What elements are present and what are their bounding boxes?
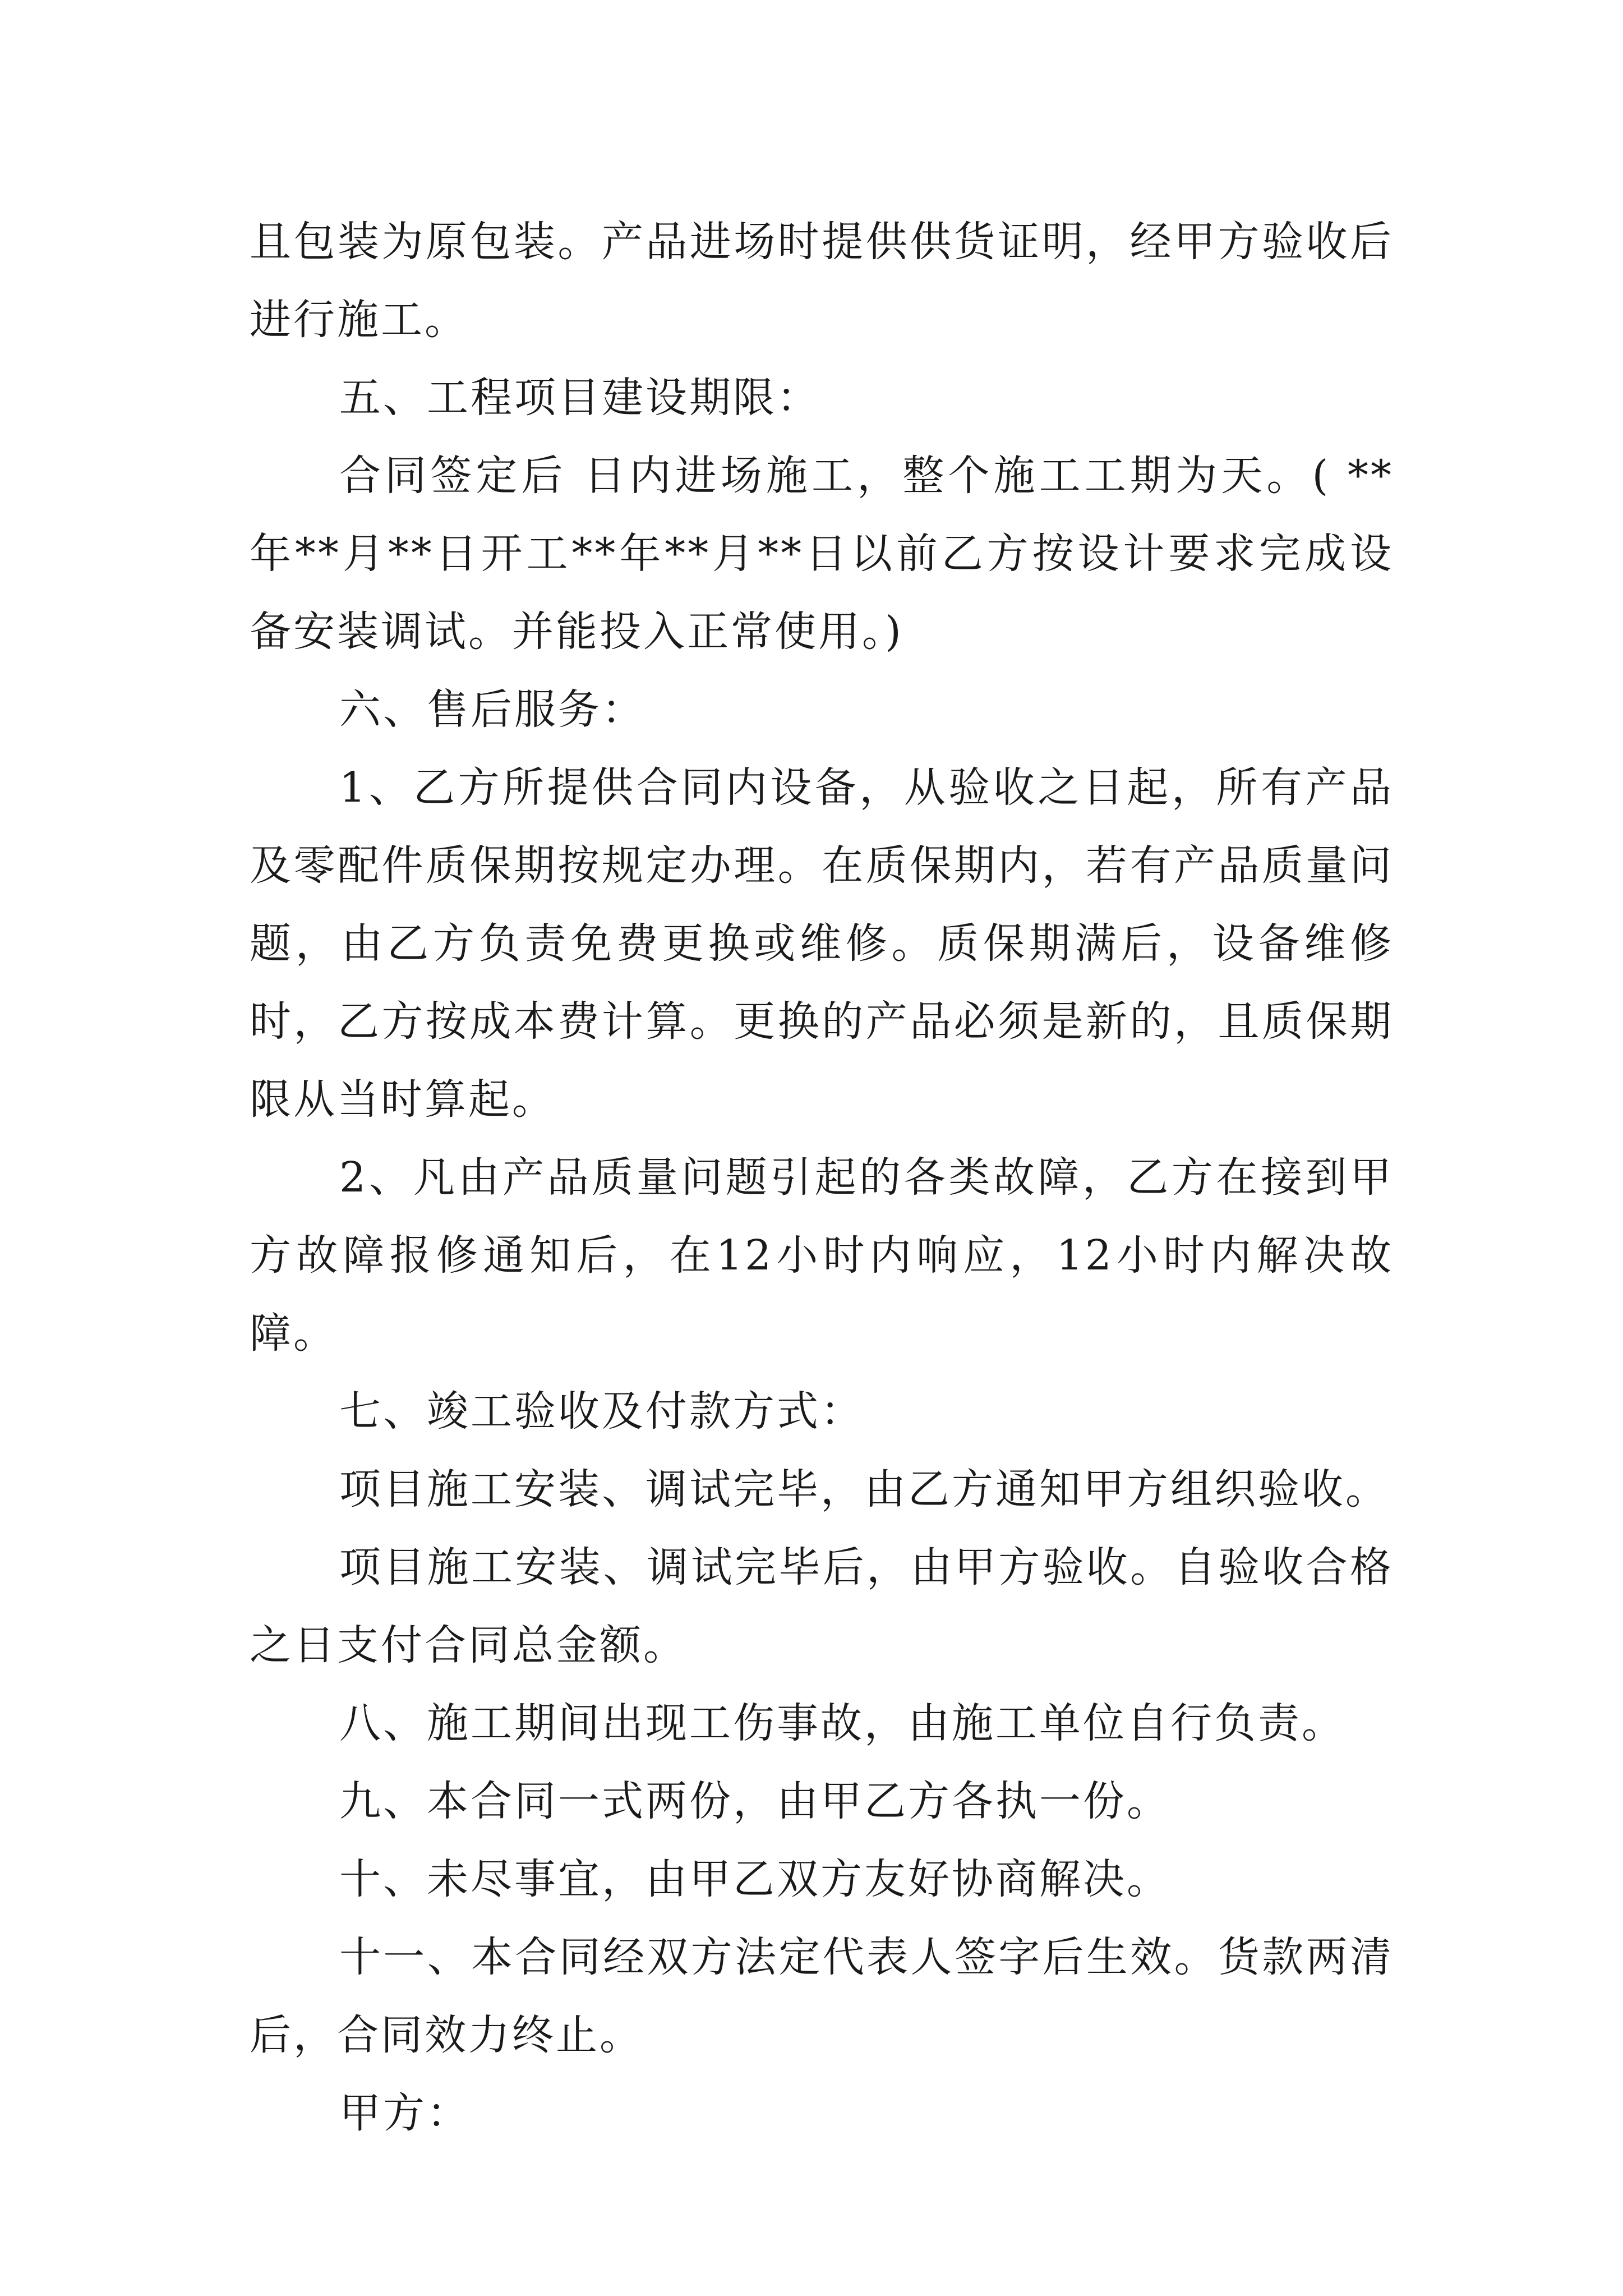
heading-after-sales: 六、售后服务： xyxy=(339,685,645,734)
paragraph-payment: 项目施工安装、调试完毕后，由甲方验收。自验收合格之日支付合同总金额。 xyxy=(250,1543,1394,1669)
clause-work-injury: 八、施工期间出现工伤事故，由施工单位自行负责。 xyxy=(339,1699,1345,1747)
heading-construction-period: 五、工程项目建设期限： xyxy=(339,374,820,422)
clause-unresolved-matters: 十、未尽事宜，由甲乙双方友好协商解决。 xyxy=(339,1855,1170,1903)
paragraph-warranty: 1、乙方所提供合同内设备，从验收之日起，所有产品及零配件质保期按规定办理。在质保期内，若有产品质量问题，由乙方负责免费更换或维修。质保期满后，设备维修时，乙方按成本费计算。更换的产品必须是新的，且质保期限从当时算起。 xyxy=(250,763,1394,1124)
document-body xyxy=(250,203,1394,2152)
party-a-signature-label: 甲方： xyxy=(339,2089,471,2137)
paragraph-acceptance-notice: 项目施工安装、调试完毕，由乙方通知甲方组织验收。 xyxy=(339,1465,1389,1513)
heading-acceptance-payment: 七、竣工验收及付款方式： xyxy=(339,1387,864,1435)
paragraph-construction-period: 合同签定后 日内进场施工，整个施工工期为天。( **年**月**日开工**年**月**日以前乙方按设计要求完成设备安装调试。并能投入正常使用。) xyxy=(250,452,1394,656)
paragraph-fault-response: 2、凡由产品质量问题引起的各类故障，乙方在接到甲方故障报修通知后，在12小时内响应，12小时内解决故障。 xyxy=(250,1153,1394,1358)
clause-copies: 九、本合同一式两份，由甲乙方各执一份。 xyxy=(339,1777,1170,1825)
paragraph-packaging: 且包装为原包装。产品进场时提供供货证明，经甲方验收后进行施工。 xyxy=(250,218,1394,344)
clause-effectiveness: 十一、本合同经双方法定代表人签字后生效。货款两清后，合同效力终止。 xyxy=(250,1933,1394,2059)
